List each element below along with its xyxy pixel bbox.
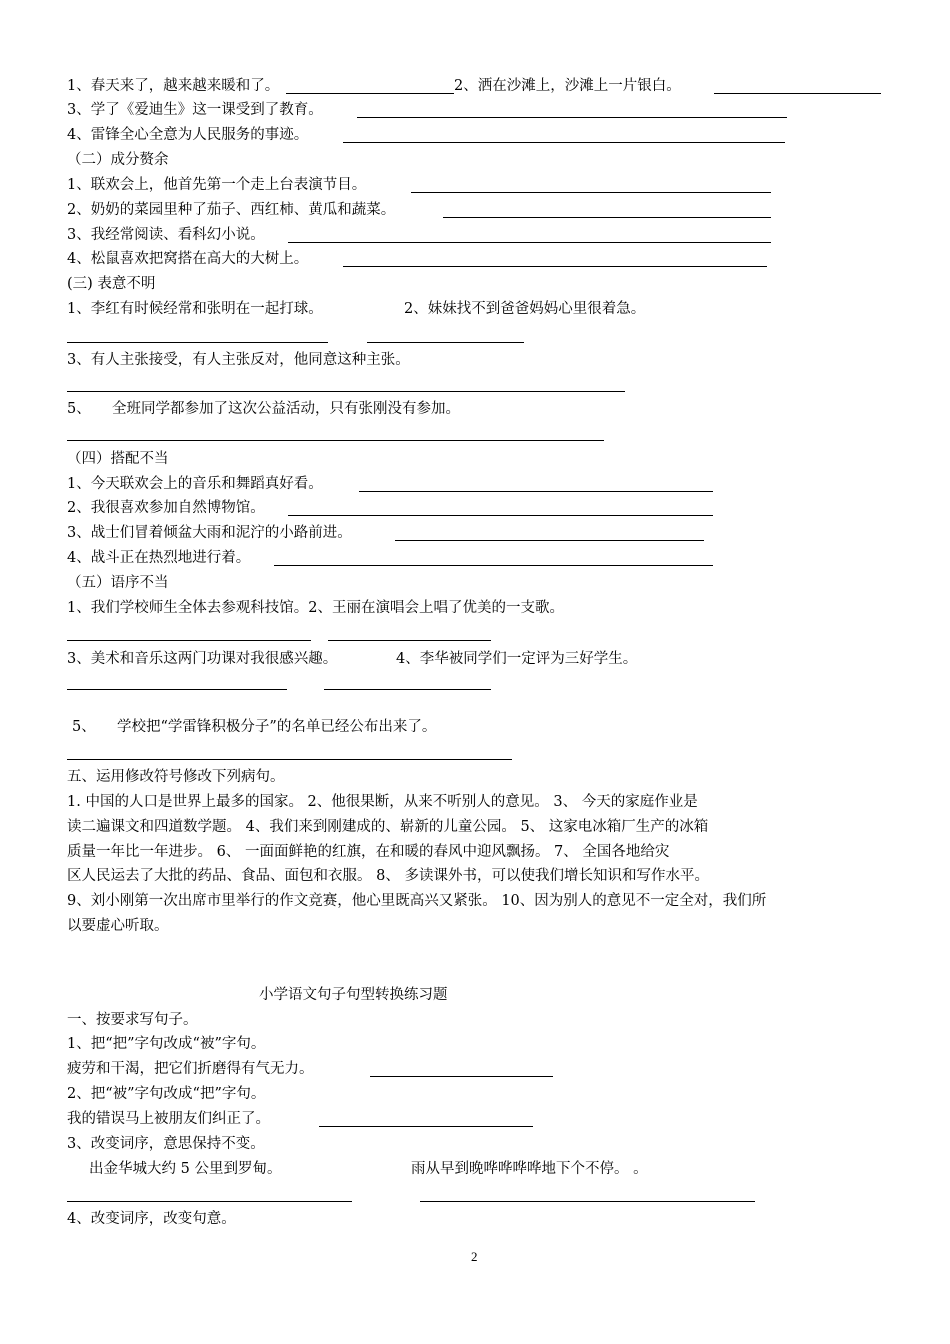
sentence-b2: 2、奶奶的菜园里种了茄子、西红柿、黄瓜和蔬菜。: [67, 202, 396, 218]
page-number: 2: [471, 1249, 478, 1264]
sentence-a4: 4、雷锋全心全意为人民服务的事迹。: [67, 127, 309, 143]
answer-line[interactable]: [420, 1201, 755, 1202]
answer-line[interactable]: [328, 640, 491, 641]
paragraph-line: 9、刘小刚第一次出席市里举行的作文竞赛，他心里既高兴又紧张。 10、因为别人的意见不一定全对，我们所: [67, 893, 767, 909]
answer-line[interactable]: [359, 491, 713, 492]
sentence-p1: 疲劳和干渴，把它们折磨得有气无力。: [67, 1061, 314, 1077]
answer-line[interactable]: [67, 759, 512, 760]
sentence-d2: 2、我很喜欢参加自然博物馆。: [67, 500, 265, 516]
sentence-d3: 3、战士们冒着倾盆大雨和泥泞的小路前进。: [67, 525, 352, 541]
paragraph-line: 读二遍课文和四道数学题。 4、我们来到刚建成的、崭新的儿童公园。 5、 这家电冰箱厂生产的冰箱: [67, 819, 709, 835]
section-heading: （五）语序不当: [67, 575, 169, 591]
answer-line[interactable]: [67, 1201, 352, 1202]
sentence-e4: 4、李华被同学们一定评为三好学生。: [396, 651, 638, 667]
answer-line[interactable]: [67, 640, 311, 641]
answer-line[interactable]: [411, 192, 771, 193]
section-heading: 一、按要求写句子。: [67, 1012, 198, 1028]
sentence-c2: 2、妹妹找不到爸爸妈妈心里很着急。: [404, 301, 646, 317]
sentence-a1: 1、春天来了，越来越来暖和了。: [67, 78, 280, 94]
answer-line[interactable]: [367, 342, 524, 343]
sentence-c5: 全班同学都参加了这次公益活动，只有张刚没有参加。: [112, 401, 460, 417]
instruction-1: 1、把“把”字句改成“被”字句。: [67, 1036, 266, 1052]
sentence-p3b: 雨从早到晚哗哗哗哗地下个不停。 。: [411, 1161, 648, 1177]
sentence-p2: 我的错误马上被朋友们纠正了。: [67, 1111, 270, 1127]
sentence-d1: 1、今天联欢会上的音乐和舞蹈真好看。: [67, 476, 323, 492]
answer-line[interactable]: [67, 342, 328, 343]
sentence-b1: 1、联欢会上，他首先第一个走上台表演节目。: [67, 177, 367, 193]
section-heading: (三) 表意不明: [67, 276, 156, 292]
answer-line[interactable]: [319, 1126, 533, 1127]
sentence-e3: 3、美术和音乐这两门功课对我很感兴趣。: [67, 651, 338, 667]
answer-line[interactable]: [286, 93, 454, 94]
paragraph-line: 区人民运去了大批的药品、食品、面包和衣服。 8、 多读课外书，可以使我们增长知识和写作水平。: [67, 868, 709, 884]
sentence-a2: 2、洒在沙滩上，沙滩上一片银白。: [454, 78, 681, 94]
paragraph-line: 以要虚心听取。: [67, 918, 169, 934]
answer-line[interactable]: [357, 117, 787, 118]
answer-line[interactable]: [67, 391, 625, 392]
section-heading: （四）搭配不当: [67, 451, 169, 467]
answer-line[interactable]: [370, 1076, 553, 1077]
sentence-c1: 1、李红有时候经常和张明在一起打球。: [67, 301, 323, 317]
sentence-c5-number: 5、: [67, 401, 91, 417]
sentence-a3: 3、学了《爱迪生》这一课受到了教育。: [67, 102, 323, 118]
instruction-2: 2、把“被”字句改成“把”字句。: [67, 1086, 266, 1102]
answer-line[interactable]: [67, 689, 287, 690]
answer-line[interactable]: [67, 440, 604, 441]
sentence-c3: 3、有人主张接受，有人主张反对，他同意这种主张。: [67, 352, 410, 368]
sentence-d4: 4、战斗正在热烈地进行着。: [67, 550, 251, 566]
instruction-3: 3、改变词序，意思保持不变。: [67, 1136, 265, 1152]
section-heading: 五、运用修改符号修改下列病句。: [67, 769, 285, 785]
sentence-p3a: 出金华城大约 5 公里到罗甸。: [89, 1161, 282, 1177]
answer-line[interactable]: [714, 93, 881, 94]
paragraph-line: 质量一年比一年进步。 6、 一面面鲜艳的红旗，在和暖的春风中迎风飘扬。 7、 全国各地给灾: [67, 844, 670, 860]
sentence-b4: 4、松鼠喜欢把窝搭在高大的大树上。: [67, 251, 309, 267]
sentence-e5: 学校把“学雷锋积极分子”的名单已经公布出来了。: [117, 719, 437, 735]
answer-line[interactable]: [274, 565, 713, 566]
section-heading: （二）成分赘余: [67, 152, 169, 168]
answer-line[interactable]: [395, 540, 704, 541]
sentence-e5-number: 5、: [72, 719, 96, 735]
instruction-4: 4、改变词序，改变句意。: [67, 1211, 236, 1227]
sentence-b3: 3、我经常阅读、看科幻小说。: [67, 227, 265, 243]
answer-line[interactable]: [288, 515, 713, 516]
page-title: 小学语文句子句型转换练习题: [259, 987, 448, 1003]
answer-line[interactable]: [324, 689, 491, 690]
answer-line[interactable]: [288, 242, 771, 243]
answer-line[interactable]: [443, 217, 771, 218]
answer-line[interactable]: [343, 266, 767, 267]
answer-line[interactable]: [343, 142, 785, 143]
sentence-e12: 1、我们学校师生全体去参观科技馆。2、王丽在演唱会上唱了优美的一支歌。: [67, 600, 564, 616]
paragraph-line: 1. 中国的人口是世界上最多的国家。 2、他很果断，从来不听别人的意见。 3、 今天的家庭作业是: [67, 794, 698, 810]
